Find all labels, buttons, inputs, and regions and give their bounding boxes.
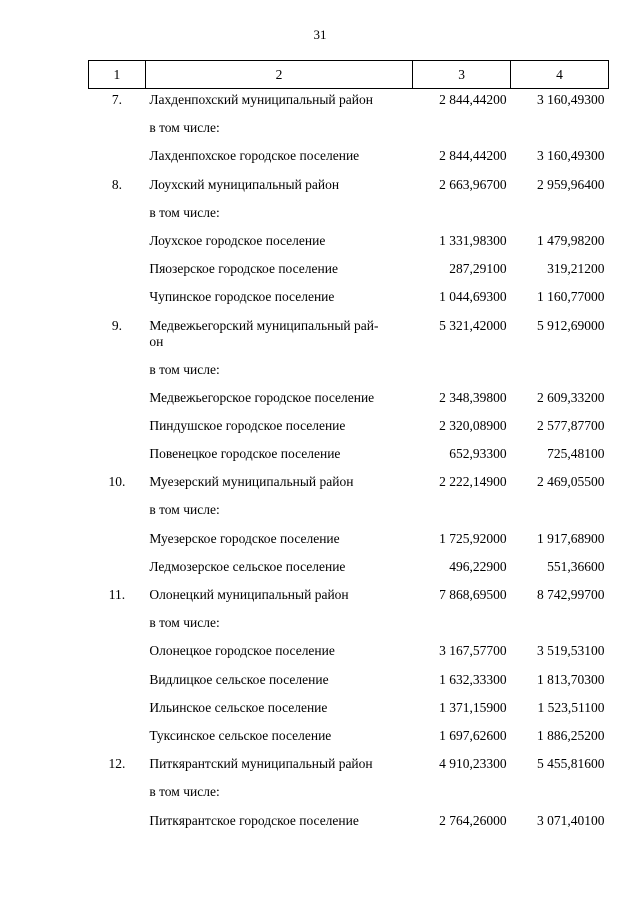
row-name-text: Питкярантский муниципальный район <box>149 756 373 772</box>
row-number <box>89 810 146 838</box>
row-value-col4 <box>511 640 609 668</box>
row-name-text: Медвежьегорское городское поселение <box>149 389 375 405</box>
row-value-col3-text: 2 663,96700 <box>439 176 507 192</box>
row-value-col4-text: 1 479,98200 <box>537 232 605 248</box>
row-name <box>145 640 412 668</box>
row-value-col3-text: 5 321,42000 <box>439 317 507 333</box>
table-row <box>89 528 609 556</box>
row-name-text: Пяозерское городское поселение <box>149 261 338 277</box>
row-value-col3 <box>413 145 511 173</box>
row-value-col3 <box>413 753 511 781</box>
row-number <box>89 145 146 173</box>
row-value-col3 <box>413 584 511 612</box>
row-value-col4 <box>511 499 609 527</box>
table-row <box>89 584 609 612</box>
row-name-text: Лахденпохский муниципальный район <box>149 92 373 107</box>
row-value-col3 <box>413 640 511 668</box>
row-number <box>89 528 146 556</box>
row-name <box>145 669 412 697</box>
row-name-text: Повенецкое городское поселение <box>149 446 341 462</box>
row-name-text: в том числе: <box>149 204 220 220</box>
row-name-text: Олонецкое городское поселение <box>149 643 335 659</box>
row-value-col3-text: 2 844,44200 <box>439 148 507 164</box>
row-value-col4-text: 8 742,99700 <box>537 587 605 602</box>
row-name <box>145 286 412 314</box>
row-name <box>145 202 412 230</box>
table-row <box>89 697 609 725</box>
row-value-col4 <box>511 286 609 314</box>
row-number <box>89 725 146 753</box>
row-value-col4-text: 5 912,69000 <box>537 317 605 333</box>
row-number-text: 8. <box>111 176 122 192</box>
table-row <box>89 230 609 258</box>
row-value-col4 <box>511 258 609 286</box>
row-name <box>145 753 412 781</box>
row-value-col4 <box>511 471 609 499</box>
row-value-col4-text: 3 519,53100 <box>537 643 605 659</box>
row-number <box>89 669 146 697</box>
table-row <box>89 471 609 499</box>
row-value-col4 <box>511 387 609 415</box>
row-number <box>89 584 146 612</box>
row-name-text: Пиндушское городское поселение <box>149 417 346 433</box>
row-value-col3 <box>413 230 511 258</box>
row-value-col3 <box>413 286 511 314</box>
table-row <box>89 499 609 527</box>
row-value-col3 <box>413 725 511 753</box>
row-name-text: в том числе: <box>149 361 220 377</box>
row-value-col3 <box>413 697 511 725</box>
row-value-col3 <box>413 359 511 387</box>
row-number <box>89 202 146 230</box>
row-value-col3 <box>413 174 511 202</box>
row-name <box>145 387 412 415</box>
row-value-col3 <box>413 471 511 499</box>
table-body <box>89 89 609 838</box>
table-header <box>89 61 609 89</box>
header-col-1: 1 <box>89 61 146 89</box>
row-number <box>89 612 146 640</box>
row-number <box>89 781 146 809</box>
row-number-text: 7. <box>111 92 122 107</box>
table-row <box>89 640 609 668</box>
row-value-col3 <box>413 202 511 230</box>
table-row <box>89 286 609 314</box>
row-name <box>145 315 412 359</box>
row-value-col3-text: 1 725,92000 <box>439 530 507 546</box>
table-row <box>89 145 609 173</box>
row-value-col3 <box>413 258 511 286</box>
row-name <box>145 258 412 286</box>
row-name-text: в том числе: <box>149 615 220 631</box>
row-name-text: Питкярантское городское поселение <box>149 812 359 828</box>
row-value-col4 <box>511 117 609 145</box>
row-number <box>89 315 146 359</box>
row-name-text: Олонецкий муниципальный район <box>149 587 349 602</box>
table-row <box>89 443 609 471</box>
row-number <box>89 753 146 781</box>
row-value-col3 <box>413 387 511 415</box>
row-name-text: в том числе: <box>149 120 220 136</box>
row-number <box>89 443 146 471</box>
row-value-col3 <box>413 499 511 527</box>
row-value-col3 <box>413 556 511 584</box>
row-value-col4 <box>511 174 609 202</box>
row-value-col3 <box>413 315 511 359</box>
table-row <box>89 258 609 286</box>
row-name-text: Муезерское городское поселение <box>149 530 340 546</box>
row-value-col4-text: 1 523,51100 <box>537 699 605 715</box>
row-value-col3-text: 1 331,98300 <box>439 232 507 248</box>
row-name-text: Лоухский муниципальный район <box>149 176 340 192</box>
row-value-col3-text: 4 910,23300 <box>439 756 507 772</box>
row-number <box>89 415 146 443</box>
row-value-col4 <box>511 612 609 640</box>
row-value-col4-text: 725,48100 <box>547 446 605 462</box>
row-number-text: 9. <box>111 317 122 333</box>
row-value-col4-text: 3 160,49300 <box>537 92 605 107</box>
row-value-col3 <box>413 781 511 809</box>
row-value-col4 <box>511 145 609 173</box>
row-name <box>145 415 412 443</box>
header-col-3: 3 <box>413 61 511 89</box>
table-row <box>89 415 609 443</box>
row-number <box>89 230 146 258</box>
row-number <box>89 359 146 387</box>
row-value-col4-text: 1 886,25200 <box>537 727 605 743</box>
row-value-col4-text: 1 160,77000 <box>537 289 605 305</box>
row-name <box>145 528 412 556</box>
row-value-col4-text: 5 455,81600 <box>537 756 605 772</box>
row-number <box>89 258 146 286</box>
row-value-col4-text: 319,21200 <box>547 261 605 277</box>
row-number <box>89 556 146 584</box>
row-value-col4-text: 2 577,87700 <box>537 417 605 433</box>
row-value-col4 <box>511 202 609 230</box>
header-col-2: 2 <box>145 61 412 89</box>
budget-table <box>88 60 609 838</box>
row-name-text: Лахденпохское городское поселение <box>149 148 360 164</box>
row-value-col4 <box>511 230 609 258</box>
row-name-text: Лоухское городское поселение <box>149 232 326 248</box>
row-name-text: Туксинское сельское поселение <box>149 727 332 743</box>
row-name <box>145 145 412 173</box>
row-value-col4-text: 3 071,40100 <box>537 812 605 828</box>
row-number-text: 11. <box>108 587 126 602</box>
row-value-col4 <box>511 781 609 809</box>
row-name-text: Муезерский муниципальный район <box>149 474 354 490</box>
row-name <box>145 556 412 584</box>
row-value-col4-text: 2 609,33200 <box>537 389 605 405</box>
row-value-col3 <box>413 810 511 838</box>
row-value-col4 <box>511 528 609 556</box>
table-row <box>89 556 609 584</box>
row-number-text: 10. <box>108 474 126 490</box>
row-value-col3 <box>413 89 511 118</box>
table-row <box>89 612 609 640</box>
row-value-col4 <box>511 584 609 612</box>
table-row <box>89 669 609 697</box>
row-number <box>89 174 146 202</box>
row-value-col4 <box>511 415 609 443</box>
row-name <box>145 697 412 725</box>
row-name <box>145 499 412 527</box>
table-row <box>89 810 609 838</box>
row-name-text: Чупинское городское поселение <box>149 289 335 305</box>
row-value-col4-text: 2 959,96400 <box>537 176 605 192</box>
row-number <box>89 640 146 668</box>
row-value-col4 <box>511 753 609 781</box>
table-row <box>89 174 609 202</box>
table-row <box>89 89 609 118</box>
row-value-col4-text: 1 813,70300 <box>537 671 605 687</box>
row-value-col4 <box>511 697 609 725</box>
row-value-col4-text: 3 160,49300 <box>537 148 605 164</box>
row-value-col4 <box>511 669 609 697</box>
table-row <box>89 387 609 415</box>
row-value-col3-text: 287,29100 <box>449 261 507 277</box>
row-name <box>145 359 412 387</box>
row-value-col4 <box>511 725 609 753</box>
table-row <box>89 315 609 359</box>
row-name-text: Медвежьегорский муниципальный рай- <box>149 317 379 333</box>
row-name-continuation: он <box>149 333 164 349</box>
row-value-col3 <box>413 612 511 640</box>
row-value-col3-text: 1 632,33300 <box>439 671 507 687</box>
row-value-col4-text: 1 917,68900 <box>537 530 605 546</box>
row-value-col3-text: 2 764,26000 <box>439 812 507 828</box>
row-name-text: Ильинское сельское поселение <box>149 699 328 715</box>
row-name <box>145 810 412 838</box>
row-value-col3-text: 2 348,39800 <box>439 389 507 405</box>
row-name <box>145 174 412 202</box>
row-name <box>145 584 412 612</box>
row-name <box>145 612 412 640</box>
row-name <box>145 725 412 753</box>
row-value-col4 <box>511 556 609 584</box>
row-name-text: Ледмозерское сельское поселение <box>149 558 346 574</box>
row-value-col3-text: 2 320,08900 <box>439 417 507 433</box>
row-value-col3-text: 1 371,15900 <box>439 699 507 715</box>
row-value-col3 <box>413 443 511 471</box>
row-number <box>89 286 146 314</box>
table-row <box>89 781 609 809</box>
row-value-col3-text: 1 697,62600 <box>439 727 507 743</box>
row-name <box>145 443 412 471</box>
row-value-col4-text: 2 469,05500 <box>537 474 605 490</box>
row-number <box>89 89 146 118</box>
row-name <box>145 89 412 118</box>
row-number <box>89 471 146 499</box>
header-col-4: 4 <box>511 61 609 89</box>
row-value-col4 <box>511 359 609 387</box>
table-row <box>89 359 609 387</box>
row-number <box>89 387 146 415</box>
row-name-text: в том числе: <box>149 784 220 800</box>
row-value-col3-text: 1 044,69300 <box>439 289 507 305</box>
row-value-col4 <box>511 443 609 471</box>
row-value-col4 <box>511 89 609 118</box>
row-value-col3-text: 2 844,44200 <box>439 92 507 107</box>
row-value-col3-text: 2 222,14900 <box>439 474 507 490</box>
row-value-col4 <box>511 315 609 359</box>
row-value-col3 <box>413 117 511 145</box>
row-value-col3-text: 3 167,57700 <box>439 643 507 659</box>
table-row <box>89 725 609 753</box>
row-name-text: в том числе: <box>149 502 220 518</box>
table-row <box>89 202 609 230</box>
row-number-text: 12. <box>108 756 126 772</box>
row-name-text: Видлицкое сельское поселение <box>149 671 329 687</box>
row-number <box>89 697 146 725</box>
row-value-col4-text: 551,36600 <box>547 558 605 574</box>
row-number <box>89 499 146 527</box>
row-name <box>145 471 412 499</box>
row-value-col3-text: 496,22900 <box>449 558 507 574</box>
row-value-col4 <box>511 810 609 838</box>
row-name <box>145 230 412 258</box>
header-row <box>89 61 609 89</box>
row-value-col3-text: 7 868,69500 <box>439 587 507 602</box>
row-name <box>145 781 412 809</box>
row-value-col3-text: 652,93300 <box>449 446 507 462</box>
row-value-col3 <box>413 415 511 443</box>
page-number: 31 <box>313 27 327 42</box>
row-value-col3 <box>413 669 511 697</box>
row-value-col3 <box>413 528 511 556</box>
table-row <box>89 753 609 781</box>
table-row <box>89 117 609 145</box>
row-number <box>89 117 146 145</box>
row-name <box>145 117 412 145</box>
